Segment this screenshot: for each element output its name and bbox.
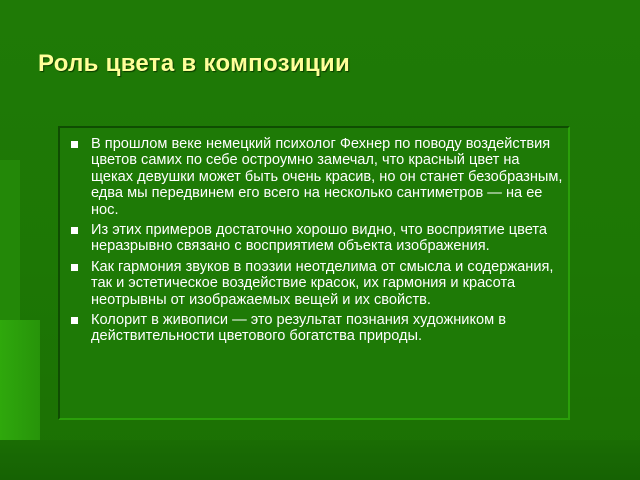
square-bullet-icon — [71, 264, 78, 271]
background-decoration — [0, 160, 20, 320]
bullet-list — [70, 136, 564, 349]
bullet-text: Колорит в живописи — это результат познания художником в действительности цветового богатства природы. — [91, 312, 506, 345]
list-item — [70, 222, 564, 255]
square-bullet-icon — [71, 317, 78, 324]
bullet-text: Из этих примеров достаточно хорошо видно, что восприятие цвета неразрывно связано с восприятием объекта изображения. — [91, 222, 547, 255]
bullet-text: В прошлом веке немецкий психолог Фехнер по поводу воздействия цветов самих по себе остроумно замечал, что красный цвет на щеках девушки может быть очень красив, но он станет безобразным, едва мы передвинем его всего на несколько сантиметров — на ее нос. — [91, 136, 563, 218]
list-item — [70, 312, 564, 345]
bullet-text: Как гармония звуков в поэзии неотделима от смысла и содержания, так и эстетическое воздействие красок, их гармония и красота неотрывны от изображаемых вещей и их свойств. — [91, 258, 554, 308]
list-item — [70, 259, 564, 308]
content-box — [58, 126, 570, 420]
list-item — [70, 136, 564, 218]
slide-title: Роль цвета в композиции — [38, 50, 351, 77]
background-decoration — [0, 440, 640, 480]
square-bullet-icon — [71, 227, 78, 234]
square-bullet-icon — [71, 141, 78, 148]
